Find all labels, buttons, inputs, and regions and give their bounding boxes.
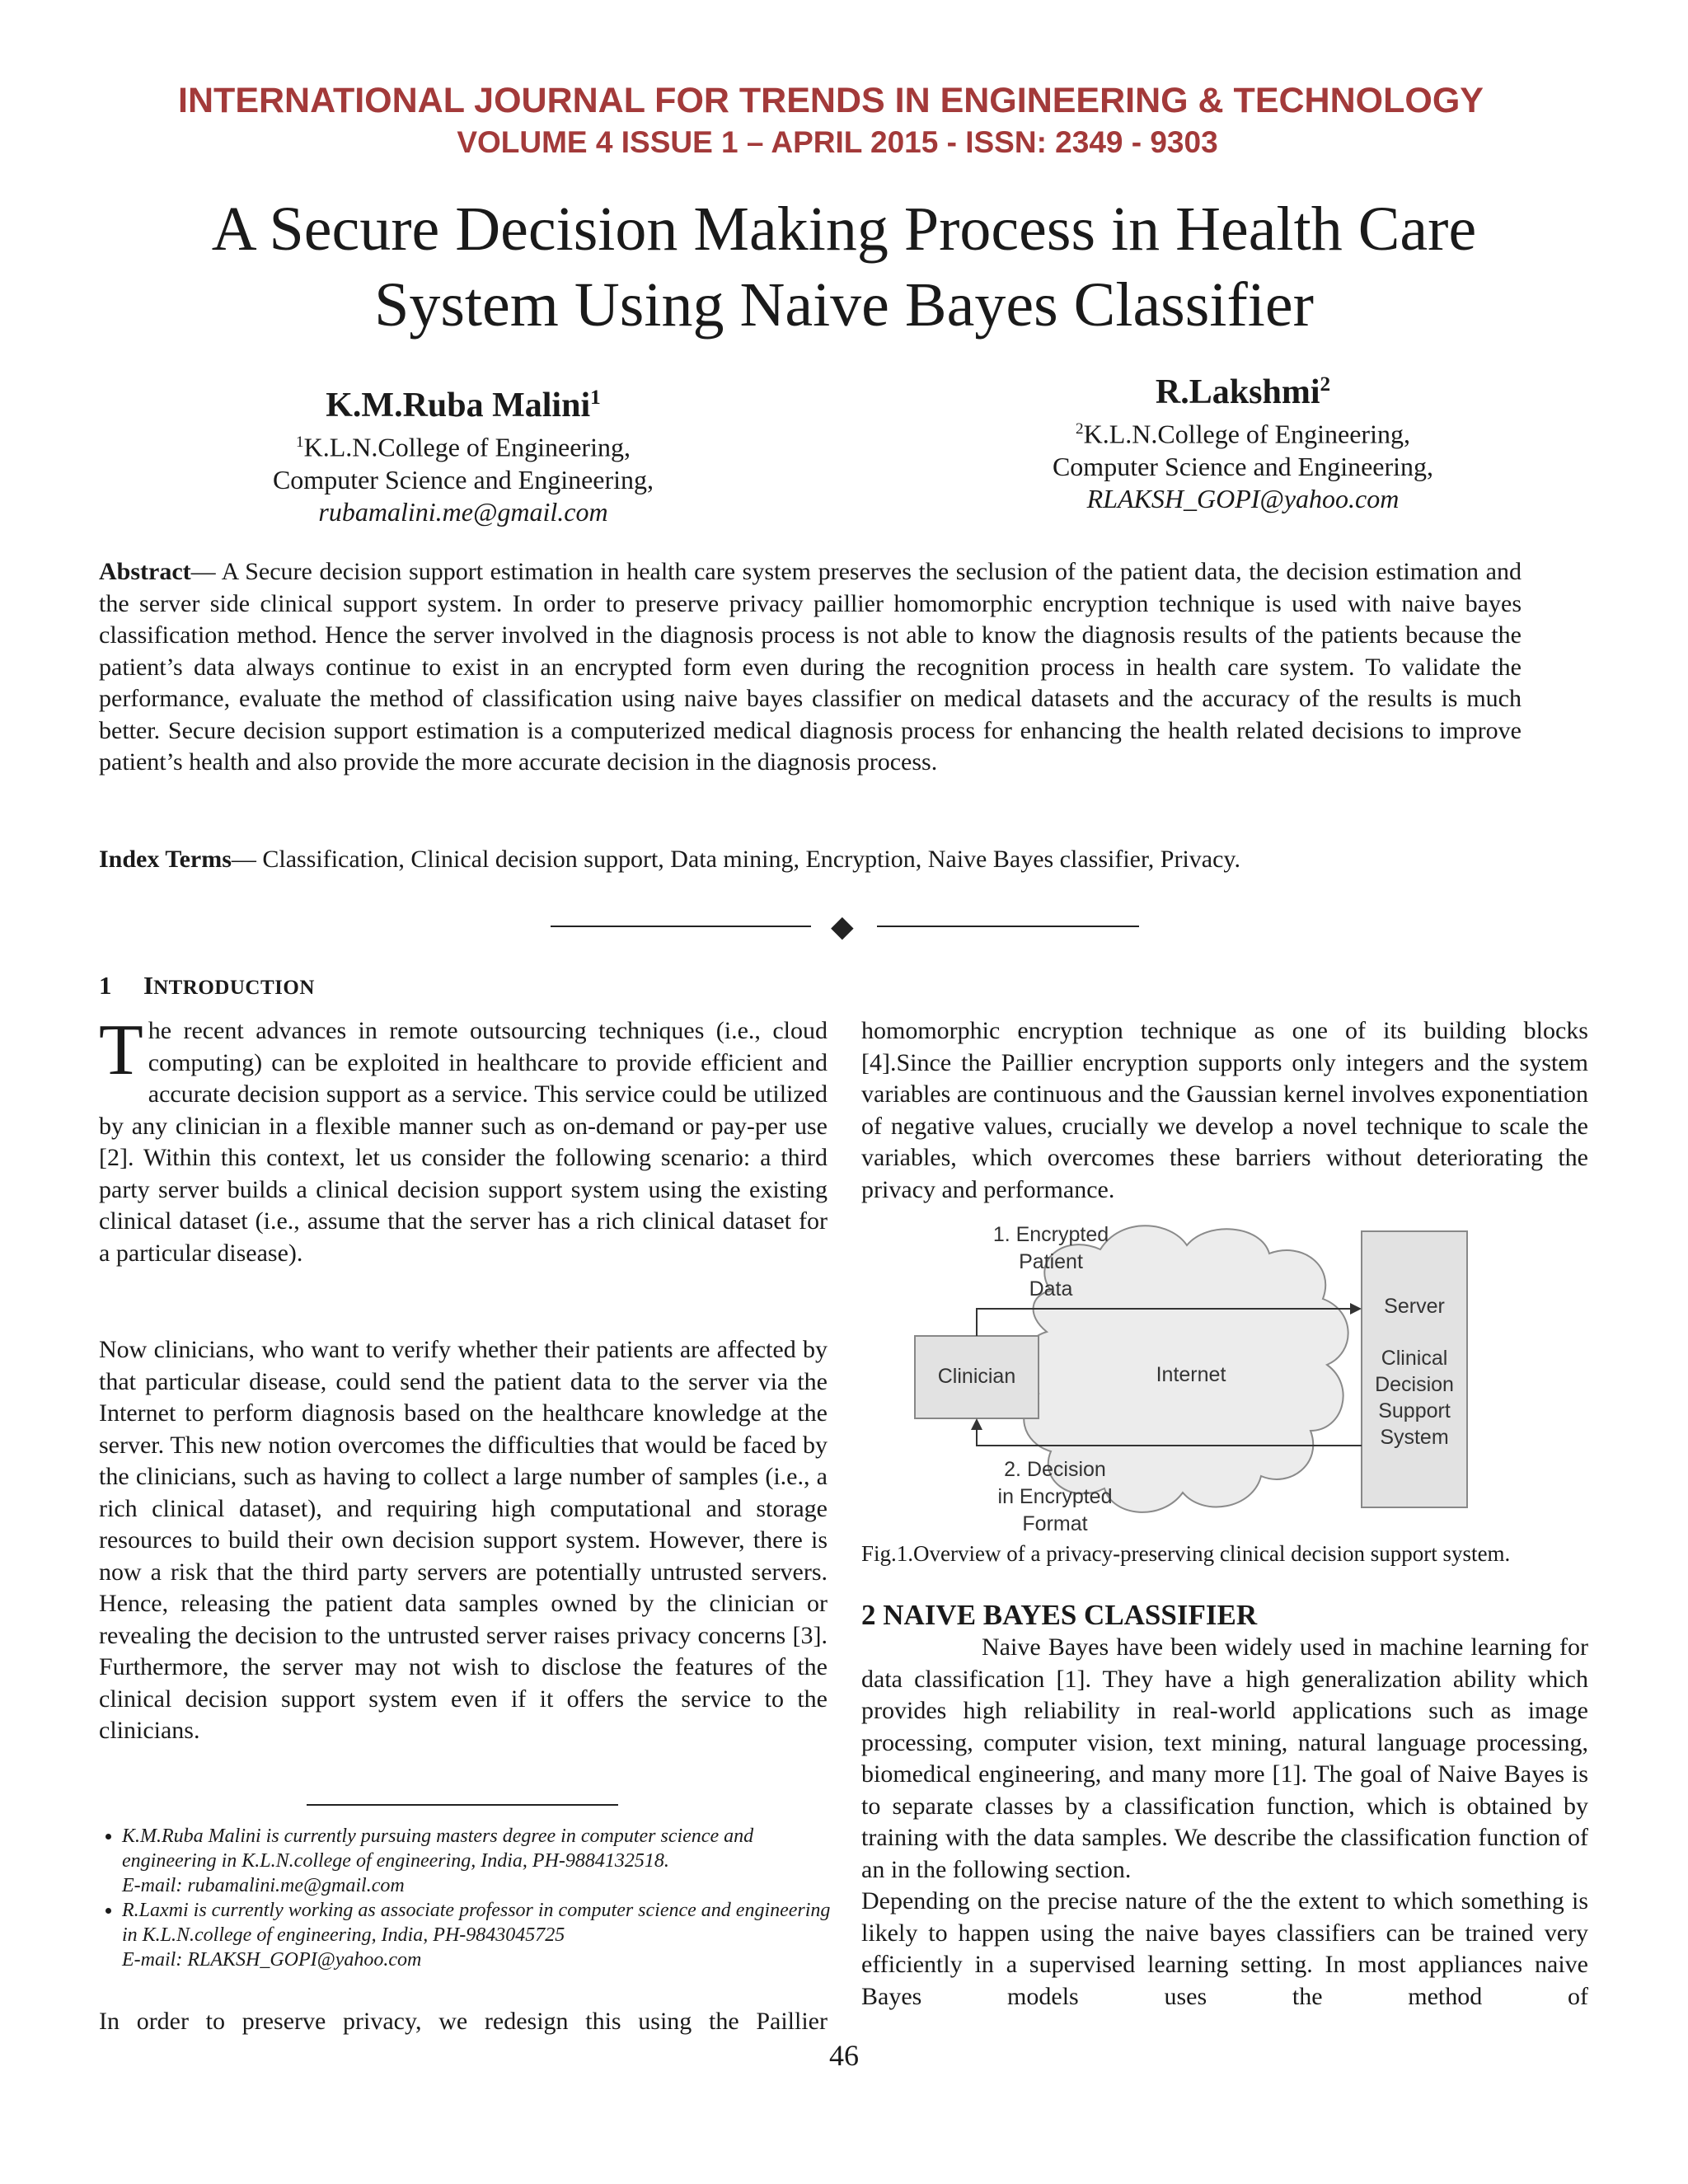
section-heading-naive-bayes: 2 NAIVE BAYES CLASSIFIER xyxy=(861,1599,1258,1631)
index-terms xyxy=(99,844,1522,875)
section2-paragraph-1: Naive Bayes have been widely used in machine learning for data classification [1]. They have a high generalization ability which provides high reliability in real-world applications such as image processing, computer vision, text mining, natural language processing, biomedical engineering, and many more [1]. The goal of Naive Bayes is to separate classes by a classification function, which is obtained by training with the data samples. We describe the classification function of an in the following section. xyxy=(861,1633,1588,1883)
server-label: Server xyxy=(1384,1295,1445,1318)
footnote-rule xyxy=(307,1804,618,1806)
section-title-initial: I xyxy=(143,971,154,1000)
internet-label: Internet xyxy=(1156,1363,1226,1386)
step2-label-1: 2. Decision xyxy=(1004,1458,1106,1481)
section-heading-introduction xyxy=(99,971,315,1001)
abstract xyxy=(99,556,1522,779)
drop-cap: T xyxy=(99,1010,143,1090)
intro-paragraph-1-text: he recent advances in remote outsourcing techniques (i.e., cloud computing) can be exploited in healthcare to provide efficient and accurate decision support as a service. This service could be utilized by any clinician in a flexible manner such as on-demand or pay-per use [2]. Within this context, let us consider the following scenario: a third party server builds a clinical decision support system using the existing clinical dataset (i.e., assume that the server has a rich clinical dataset for a particular disease). xyxy=(99,1017,828,1267)
section-title-rest: NTRODUCTION xyxy=(153,977,315,999)
intro-paragraph-continued: homomorphic encryption technique as one of its building blocks [4].Since the Paillier encryption supports only integers and the system variables are continuous and the Gaussian kernel involves exponentiation of negative values, crucially we develop a novel technique to scale the variables, which overcomes these barriers without deteriorating the privacy and performance. xyxy=(861,1017,1588,1203)
index-terms-label: Index Terms xyxy=(99,846,232,873)
abstract-text: — A Secure decision support estimation in health care system preserves the seclusion of the patient data, the decision estimation and the server side clinical support system. In order to preserve privacy paillier homomorphic encryption technique is used with naive bayes classification method. Hence the server involved in the diagnosis process is not able to know the diagnosis results of the patients because the patient’s data always continue to exist in an encrypted form even during the recognition process in health care system. To validate the performance, evaluate the method of classification using naive bayes classifier on medical datasets and the accuracy of the results is much better. Secure decision support estimation is a computerized medical diagnosis process for enhancing the health related decisions to improve patient’s health and also provide the more accurate decision in the diagnosis process. xyxy=(99,558,1522,776)
divider-line-right xyxy=(877,926,1139,927)
footnote-item: • R.Laxmi is currently working as associate professor in computer science and engineering in K.L.N.college of engineering, India, PH-9843045725 E-mail: RLAKSH_GOPI@yahoo.com xyxy=(122,1898,832,1972)
step1-label-1: 1. Encrypted xyxy=(992,1223,1109,1246)
divider-line-left xyxy=(551,926,811,927)
section2-body xyxy=(861,1632,1588,2013)
abstract-label: Abstract xyxy=(99,558,191,585)
step1-label-3: Data xyxy=(1029,1277,1073,1301)
author-name: K.M.Ruba Malini$^1$ xyxy=(326,387,601,424)
cdss-label-2: Decision xyxy=(1375,1373,1454,1396)
author-email: rubamalini.me@gmail.com xyxy=(318,496,608,527)
author-affiliation: $^1$K.L.N.College of Engineering, xyxy=(296,432,631,462)
cdss-label-4: System xyxy=(1380,1426,1449,1449)
author-block-1 xyxy=(216,377,710,528)
step2-label-3: Format xyxy=(1022,1512,1088,1535)
paper-title-line-1: A Secure Decision Making Process in Health Care xyxy=(211,194,1477,264)
step1-label-2: Patient xyxy=(1019,1250,1083,1273)
divider-diamond-icon: ◆ xyxy=(831,910,854,943)
system-overview-diagram xyxy=(907,1216,1484,1538)
paper-title xyxy=(0,191,1688,343)
journal-name: INTERNATIONAL JOURNAL FOR TRENDS IN ENGINEERING & TECHNOLOGY xyxy=(178,81,1484,120)
author-block-2 xyxy=(996,364,1490,515)
intro-paragraph-3: In order to preserve privacy, we redesign this using the Paillier xyxy=(99,2008,828,2035)
clinician-label: Clinician xyxy=(937,1365,1016,1388)
footnote-item: • K.M.Ruba Malini is currently pursuing masters degree in computer science and engineering in K.L.N.college of engineering, India, PH-9884132518. E-mail: rubamalini.me@gmail.com xyxy=(122,1824,832,1898)
figure-caption: Fig.1.Overview of a privacy-preserving clinical decision support system. xyxy=(861,1541,1511,1566)
page-number: 46 xyxy=(829,2039,859,2072)
section2-paragraph-2: Depending on the precise nature of the the extent to which something is likely to happen using the naive bayes classifiers can be trained very efficiently in a supervised learning setting. In most appliances naive Bayes models uses the method of xyxy=(861,1887,1588,2010)
intro-paragraph-2: Now clinicians, who want to verify whether their patients are affected by that particular disease, could send the patient data to the server via the Internet to perform diagnosis based on the healthcare knowledge at the server. This new notion overcomes the difficulties that would be faced by the clinicians, such as having to collect a large number of samples (i.e., a rich clinical dataset), and requiring high computational and storage resources to build their own decision support system. However, there is now a risk that the third party servers are potentially untrusted servers. Hence, releasing the patient data samples owned by the clinician or revealing the decision to the untrusted server raises privacy concerns [3]. Furthermore, the server may not wish to disclose the features of the clinical decision support system even if it offers the service to the clinicians. xyxy=(99,1336,828,1744)
intro-paragraph-1 xyxy=(99,1010,828,1269)
author-department: Computer Science and Engineering, xyxy=(1052,451,1434,481)
author-email: RLAKSH_GOPI@yahoo.com xyxy=(1086,483,1400,513)
paper-title-line-2: System Using Naive Bayes Classifier xyxy=(374,270,1314,340)
index-terms-text: — Classification, Clinical decision support, Data mining, Encryption, Naive Bayes classifier, Privacy. xyxy=(231,846,1240,873)
author-affiliation: $^2$K.L.N.College of Engineering, xyxy=(1076,419,1410,449)
section-number: 1 xyxy=(99,971,112,1000)
step2-label-2: in Encrypted xyxy=(997,1485,1113,1508)
author-footnotes xyxy=(99,1824,832,1972)
cdss-label-1: Clinical xyxy=(1381,1347,1448,1370)
journal-volume-line: VOLUME 4 ISSUE 1 – APRIL 2015 - ISSN: 2349 - 9303 xyxy=(457,125,1218,159)
cdss-label-3: Support xyxy=(1378,1399,1451,1422)
author-name: R.Lakshmi$^2$ xyxy=(1155,373,1331,411)
author-department: Computer Science and Engineering, xyxy=(272,464,654,494)
